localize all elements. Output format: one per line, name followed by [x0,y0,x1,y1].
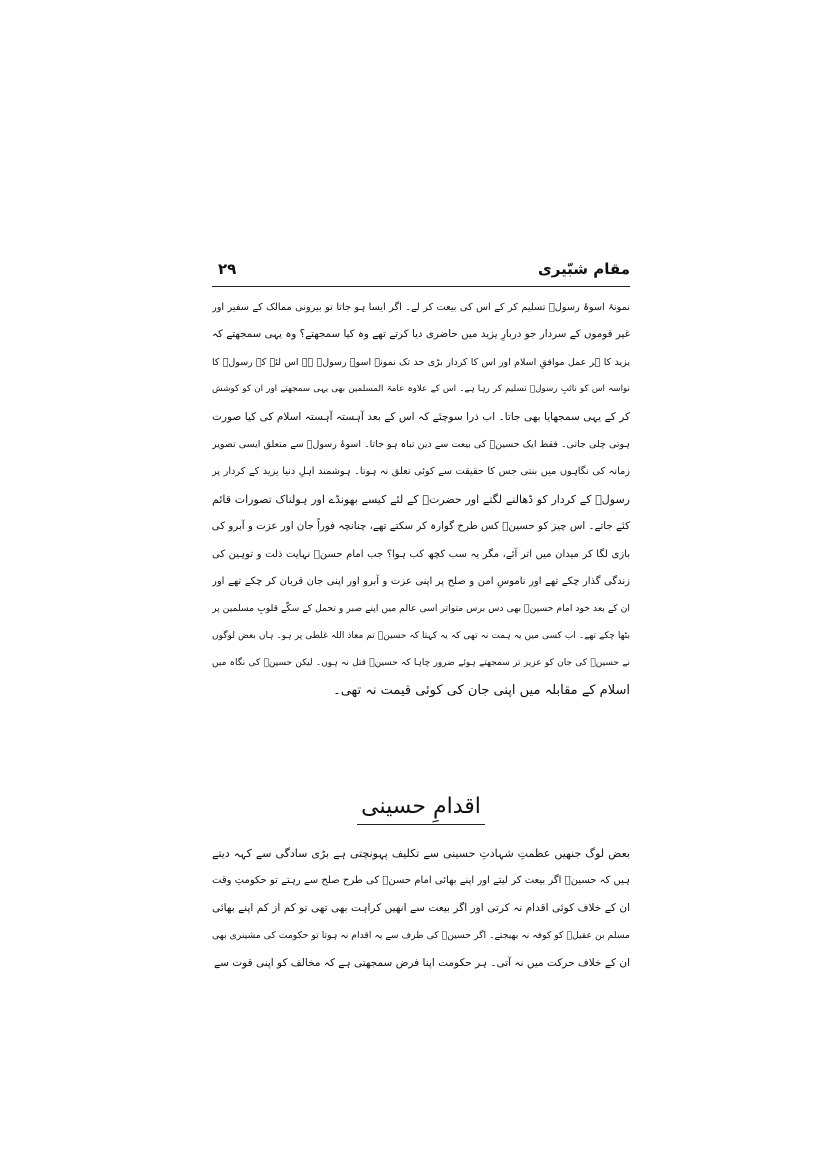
text-line: کئے جاتے۔ اس چیز کو حسینؑ کس طرح گوارہ کر سکتے تھے، چنانچہ فوراً جان اور عزت و آبرو کی [212,520,630,533]
page-header [212,258,630,284]
text-line: رسولؐ کے کردار کو ڈھالنے لگتے اور حضرتؐ کے لئے کیسے بھونڈے اور ہولناک تصورات قائم [212,492,630,506]
text-line: ہیں کہ حسینؑ اگر بیعت کر لیتے اور اپنے بھائی امام حسنؑ کی طرح صلح سے رہتے تو حکومتِ وقت [212,875,630,887]
text-line: بازی لگا کر میدان میں اتر آئے، مگر یہ سب کچھ کب ہوا؟ جب امام حسنؑ نہایت ذلت و توہین کی [212,548,630,560]
section-heading-text: اقدامِ حسینی [357,792,485,825]
text-line: اسلام کے مقابلہ میں اپنی جان کی کوئی قیمت نہ تھی۔ [333,683,630,699]
text-line: مسلم بن عقیلؑ کو کوفہ نہ بھیجتے۔ اگر حسینؑ کی طرف سے یہ اقدام نہ ہوتا تو حکومت کی مشینری بھی [212,930,630,942]
text-line: نے حسینؑ کی جان کو عزیز تر سمجھتے ہوئے ضرور چاہا کہ حسینؑ قتل نہ ہوں۔ لیکن حسینؑ کی نگاہ میں [212,658,630,669]
text-line: زمانہ کی نگاہوں میں بنتی جس کا حقیقت سے کوئی تعلق نہ ہوتا۔ ہوشمند اہلِ دنیا یزید کے کردار پر [212,466,630,478]
header-rule [212,286,630,287]
paragraph-2 [212,840,630,977]
text-line: بٹھا چکے تھے۔ اب کسی میں یہ ہمت نہ تھی کہ یہ کہتا کہ حسینؑ تم معاذ اللہ غلطی پر ہو۔ ہاں بعض لوگوں [212,630,630,641]
text-line: ان کے خلاف کوئی اقدام نہ کرتی اور اگر بیعت سے انھیں کراہت بھی تھی تو کم از کم اپنے بھائی [212,901,630,914]
text-line: ہوتی چلی جاتی۔ فقط ایک حسینؑ کی بیعت سے دین تباہ ہو جاتا۔ اسوۂ رسولؐ سے متعلق ایسی تصویر [212,438,630,450]
text-line: نمونۂ اسوۂ رسولؐ تسلیم کر کے اس کی بیعت کر لے۔ اگر ایسا ہو جاتا تو بیرونی ممالک کے سفیر اور [212,302,630,313]
text-line: کر کے یہی سمجھایا بھی جاتا۔ اب ذرا سوچئے کہ اس کے بعد آہستہ آہستہ اسلام کی کیا صورت [212,410,630,423]
text-line: نواسہ اس کو نائبِ رسولؐ تسلیم کر رہا ہے۔ اس کے علاوہ عامۃ المسلمین بھی یہی سمجھتے اور ان کو کوشش [212,384,630,395]
section-heading [212,792,630,825]
running-title: مقام شبّیری [537,260,630,278]
text-line: زندگی گذار چکے تھے اور ناموسِ امن و صلح پر اپنی عزت و آبرو اور اپنی جان قربان کر چکے تھے اور [212,575,630,587]
text-line: یزید کا ہر عمل موافقِ اسلام اور اس کا کردار بڑی حد تک نمونۂ اسوۂ رسولؐ ہے اس لئے کہ رسولؐ کا [212,356,630,368]
page-number: ۲۹ [218,260,237,278]
paragraph-1 [212,294,630,705]
text-line: ان کے خلاف حرکت میں نہ آتی۔ ہر حکومت اپنا فرض سمجھتی ہے کہ مخالف کو اپنی قوت سے [214,956,630,969]
text-line: غیر قوموں کے سردار جو دربارِ یزید میں حاضری دیا کرتے تھے وہ کیا سمجھتے؟ وہ یہی سمجھتے کہ [212,328,630,341]
text-line: بعض لوگ جنھیں عظمتِ شہادتِ حسینی سے تکلیف پہونچتی ہے بڑی سادگی سے کہہ دیتے [212,847,630,860]
text-line: ان کے بعد خود امام حسینؑ بھی دس برس متواتر اسی عالم میں اپنے صبر و تحمل کے سکّے قلوبِ مسلمین پر [212,603,630,615]
